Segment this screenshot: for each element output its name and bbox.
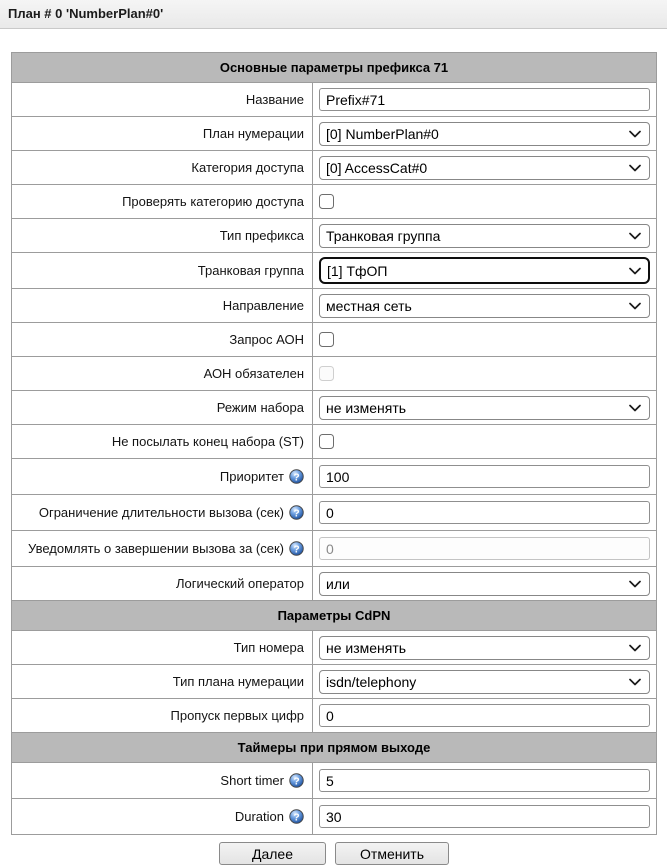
trunk-group-label: Транковая группа bbox=[197, 263, 304, 278]
help-icon[interactable] bbox=[289, 541, 304, 556]
no-end-of-dial-label: Не посылать конец набора (ST) bbox=[111, 434, 304, 449]
row-request-aon bbox=[12, 322, 656, 356]
row-dial-mode bbox=[12, 390, 656, 424]
check-access-category-label: Проверять категорию доступа bbox=[122, 194, 304, 209]
row-call-limit bbox=[12, 494, 656, 530]
aon-required-checkbox bbox=[319, 366, 334, 381]
row-number-type bbox=[12, 630, 656, 664]
section-header-cdpn: Параметры CdPN bbox=[12, 600, 656, 630]
svg-text:?: ? bbox=[293, 472, 300, 484]
prefix-type-select[interactable] bbox=[319, 224, 650, 248]
request-aon-checkbox[interactable] bbox=[319, 332, 334, 347]
aon-required-label: АОН обязателен bbox=[203, 366, 304, 381]
row-number-plan bbox=[12, 116, 656, 150]
svg-text:?: ? bbox=[293, 812, 300, 824]
duration-label: Duration bbox=[234, 809, 284, 824]
cancel-button[interactable]: Отменить bbox=[335, 842, 449, 865]
numbering-plan-type-select[interactable] bbox=[319, 670, 650, 694]
form-buttons bbox=[11, 842, 657, 865]
short-timer-label: Short timer bbox=[220, 773, 284, 788]
help-icon[interactable] bbox=[289, 809, 304, 824]
priority-label: Приоритет bbox=[219, 469, 284, 484]
svg-text:?: ? bbox=[293, 544, 300, 556]
row-trunk-group bbox=[12, 252, 656, 288]
section-header-timers: Таймеры при прямом выходе bbox=[12, 732, 656, 762]
notify-before-end-label: Уведомлять о завершении вызова за (сек) bbox=[28, 541, 284, 556]
prefix-type-label: Тип префикса bbox=[219, 228, 304, 243]
duration-input[interactable] bbox=[319, 805, 650, 828]
dial-mode-label: Режим набора bbox=[216, 400, 304, 415]
row-duration bbox=[12, 798, 656, 834]
logical-operator-label: Логический оператор bbox=[175, 576, 304, 591]
access-category-label: Категория доступа bbox=[191, 160, 304, 175]
svg-text:?: ? bbox=[293, 776, 300, 788]
row-numbering-plan-type bbox=[12, 664, 656, 698]
row-prefix-type bbox=[12, 218, 656, 252]
access-category-select[interactable] bbox=[319, 156, 650, 180]
prefix-settings-table bbox=[11, 52, 657, 835]
notify-before-end-input bbox=[319, 537, 650, 560]
call-limit-label: Ограничение длительности вызова (сек) bbox=[38, 505, 284, 520]
request-aon-label: Запрос АОН bbox=[229, 332, 304, 347]
number-plan-select[interactable] bbox=[319, 122, 650, 146]
form-content bbox=[0, 29, 667, 865]
number-type-label: Тип номера bbox=[233, 640, 304, 655]
row-no-end-of-dial bbox=[12, 424, 656, 458]
skip-first-digits-input[interactable] bbox=[319, 704, 650, 727]
row-priority bbox=[12, 458, 656, 494]
svg-text:?: ? bbox=[293, 508, 300, 520]
row-short-timer bbox=[12, 762, 656, 798]
number-type-select[interactable] bbox=[319, 636, 650, 660]
call-limit-input[interactable] bbox=[319, 501, 650, 524]
next-button[interactable]: Далее bbox=[219, 842, 326, 865]
row-logical-operator bbox=[12, 566, 656, 600]
check-access-category-checkbox[interactable] bbox=[319, 194, 334, 209]
row-access-category bbox=[12, 150, 656, 184]
name-label: Название bbox=[245, 92, 304, 107]
no-end-of-dial-checkbox[interactable] bbox=[319, 434, 334, 449]
help-icon[interactable] bbox=[289, 469, 304, 484]
skip-first-digits-label: Пропуск первых цифр bbox=[170, 708, 304, 723]
help-icon[interactable] bbox=[289, 773, 304, 788]
direction-select[interactable] bbox=[319, 294, 650, 318]
row-aon-required bbox=[12, 356, 656, 390]
row-notify-before-end bbox=[12, 530, 656, 566]
direction-label: Направление bbox=[222, 298, 304, 313]
trunk-group-select[interactable] bbox=[319, 257, 650, 284]
row-direction bbox=[12, 288, 656, 322]
page-title: План # 0 'NumberPlan#0' bbox=[0, 0, 667, 29]
short-timer-input[interactable] bbox=[319, 769, 650, 792]
section-header-main-params: Основные параметры префикса 71 bbox=[12, 53, 656, 82]
row-check-access-category bbox=[12, 184, 656, 218]
name-input[interactable] bbox=[319, 88, 650, 111]
priority-input[interactable] bbox=[319, 465, 650, 488]
logical-operator-select[interactable] bbox=[319, 572, 650, 596]
dial-mode-select[interactable] bbox=[319, 396, 650, 420]
number-plan-label: План нумерации bbox=[202, 126, 304, 141]
row-name bbox=[12, 82, 656, 116]
help-icon[interactable] bbox=[289, 505, 304, 520]
row-skip-first-digits bbox=[12, 698, 656, 732]
numbering-plan-type-label: Тип плана нумерации bbox=[172, 674, 304, 689]
